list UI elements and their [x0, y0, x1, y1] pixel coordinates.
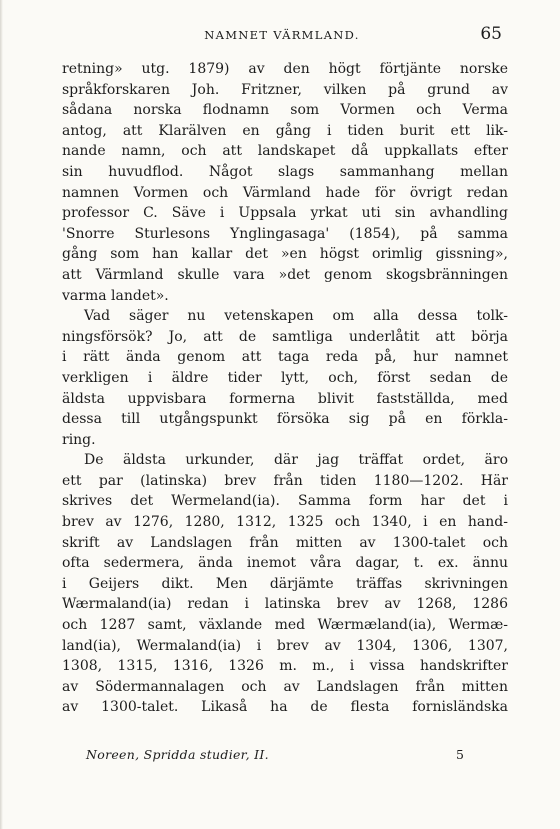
text-line: Wærmaland(ia) redan i latinska brev av 1268, 1286 [62, 596, 508, 613]
text-line: nande namn, och att landskapet då uppkallats efter [62, 143, 508, 160]
body-text [62, 59, 508, 718]
text-line: av 1300-talet. Likaså ha de flesta fornisländska [62, 699, 508, 716]
text-line: land(ia), Wermaland(ia) i brev av 1304, 1306, 1307, [62, 637, 508, 654]
text-line: skrives det Wermeland(ia). Samma form har det i [62, 493, 508, 510]
signature-mark: 5 [456, 747, 464, 762]
text-line: verkligen i äldre tider lytt, och, först sedan de [62, 369, 508, 386]
text-line: De äldsta urkunder, där jag träffat ordet, äro [84, 452, 508, 469]
text-line: att Värmland skulle vara »det genom skogsbränningen [62, 266, 508, 283]
text-line: av Södermannalagen och av Landslagen från mitten [62, 678, 508, 695]
text-line: ring. [62, 431, 96, 448]
text-line: äldsta uppvisbara formerna blivit fastställda, med [62, 390, 508, 407]
text-line: gång som han kallar det »en högst orimlig gissning», [62, 246, 508, 263]
running-title: NAMNET VÄRMLAND. [204, 28, 360, 42]
text-line: antog, att Klarälven en gång i tiden burit ett lik- [62, 122, 508, 139]
text-line: i Geijers dikt. Men därjämte träffas skrivningen [62, 575, 508, 592]
text-line: i rätt ända genom att taga reda på, hur namnet [62, 349, 508, 366]
text-line: brev av 1276, 1280, 1312, 1325 och 1340, i en hand- [62, 514, 508, 531]
text-line: och 1287 samt, växlande med Wærmæland(ia), Wermæ- [62, 617, 508, 634]
text-line: namnen Vormen och Värmland hade för övrigt redan [62, 184, 508, 201]
running-head [62, 24, 502, 44]
text-line: 'Snorre Sturlesons Ynglingasaga' (1854), på samma [62, 225, 508, 242]
footer-reference: Noreen, Spridda studier, II. [86, 747, 269, 762]
text-line: sådana norska flodnamn som Vormen och Verma [62, 102, 508, 119]
text-line: sin huvudflod. Något slags sammanhang mellan [62, 163, 508, 180]
text-line: 1308, 1315, 1316, 1326 m. m., i vissa handskrifter [62, 658, 508, 675]
text-line: varma landet». [62, 287, 169, 304]
text-line: professor C. Säve i Uppsala yrkat uti sin avhandling [62, 205, 508, 222]
text-line: ett par (latinska) brev från tiden 1180—1202. Här [62, 472, 508, 489]
text-line: skrift av Landslagen från mitten av 1300-talet och [62, 534, 508, 551]
text-line: retning» utg. 1879) av den högt förtjänte norske [62, 61, 508, 77]
text-line: ofta sedermera, ända inemot våra dagar, t. ex. ännu [62, 555, 508, 572]
text-line: Vad säger nu vetenskapen om alla dessa tolk- [84, 308, 508, 325]
page-edge [0, 0, 3, 829]
page-number: 65 [480, 24, 502, 44]
text-line: ningsförsök? Jo, att de samtliga underlåtit att börja [62, 328, 508, 345]
text-line: språkforskaren Joh. Fritzner, vilken på grund av [62, 81, 508, 98]
text-line: dessa till utgångspunkt försöka sig på en förkla- [62, 411, 508, 428]
page-footer [86, 747, 464, 765]
